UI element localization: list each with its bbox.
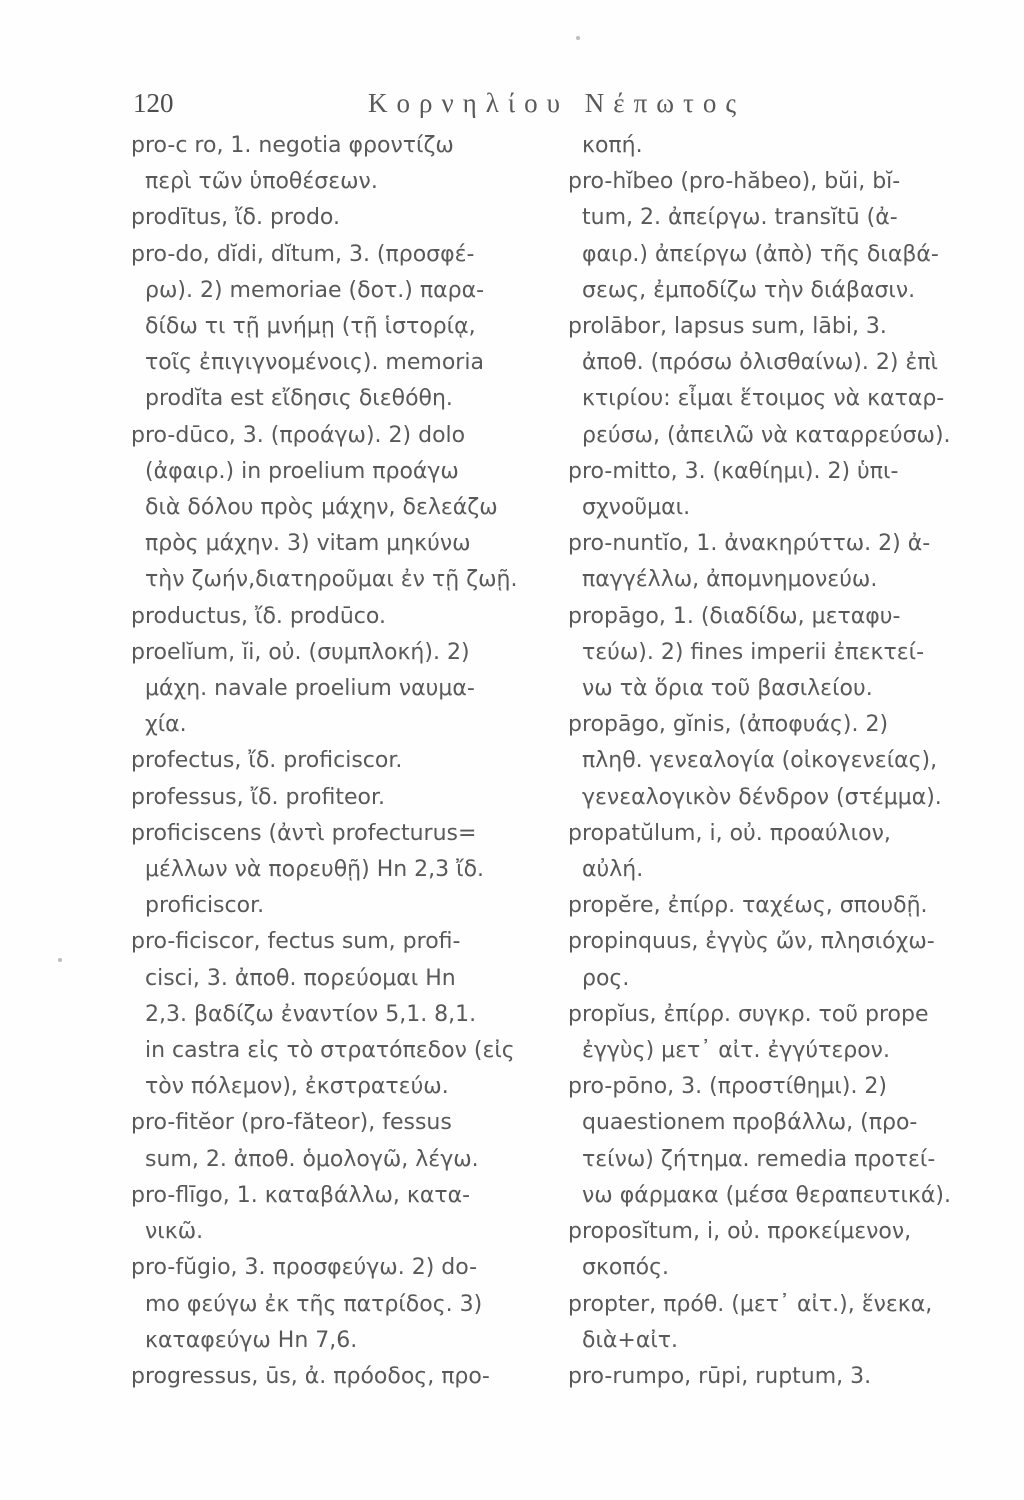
dictionary-line: pro-fŭgio, 3. προσφεύγω. 2) do- — [131, 1255, 478, 1281]
dictionary-line: νω φάρμακα (μέσα θεραπευτικά). — [582, 1182, 951, 1208]
left-column — [131, 128, 551, 1395]
running-head: Κορνηλίου Νέπωτος — [368, 88, 746, 118]
dictionary-line: pro-rumpo, rūpi, ruptum, 3. — [568, 1363, 872, 1389]
dictionary-line: prodĭta est εἴδησις διεθόθη. — [145, 386, 453, 412]
dictionary-line: τὴν ζωήν,διατηροῦμαι ἐν τῇ ζωῇ. — [145, 567, 518, 593]
dictionary-line: sum, 2. ἀποθ. ὁμολογῶ, λέγω. — [145, 1146, 479, 1172]
dictionary-line: propāgo, gĭnis, (ἀποφυάς). 2) — [568, 712, 889, 738]
dictionary-line: ρος. — [582, 965, 630, 991]
dictionary-line: παγγέλλω, ἀπομνημονεύω. — [582, 567, 878, 593]
dictionary-line: αὐλή. — [582, 857, 644, 883]
dictionary-line: γενεαλογικὸν δένδρον (στέμμα). — [582, 784, 942, 810]
dictionary-line: νω τὰ ὅρια τοῦ βασιλείου. — [582, 676, 873, 702]
dictionary-line: tum, 2. ἀπείργω. transĭtū (ἀ- — [582, 205, 898, 231]
dictionary-line: πληθ. γενεαλογία (οἰκογενείας), — [582, 748, 938, 774]
dictionary-line: propter, πρόθ. (μετ᾿ αἰτ.), ἕνεκα, — [568, 1291, 933, 1317]
dictionary-line: κοπή. — [582, 133, 643, 158]
dictionary-line: proficiscor. — [145, 893, 265, 919]
dictionary-line: τὸν πόλεμον), ἐκστρατεύω. — [145, 1074, 449, 1100]
dictionary-line: ρεύσω, (ἀπειλῶ νὰ καταρρεύσω). — [582, 422, 951, 448]
dictionary-line: professus, ἴδ. profiteor. — [131, 784, 385, 810]
dictionary-line: καταφεύγω Hn 7,6. — [145, 1327, 358, 1353]
dictionary-line: pro-flīgo, 1. καταβάλλω, κατα- — [131, 1182, 471, 1208]
dictionary-line: propāgo, 1. (διαδίδω, μεταφυ- — [568, 603, 901, 629]
dictionary-line: pro-do, dĭdi, dĭtum, 3. (προσφέ- — [131, 241, 475, 267]
dictionary-line: prolābor, lapsus sum, lābi, 3. — [568, 314, 887, 340]
dictionary-line: ἐγγὺς) μετ᾿ αἰτ. ἐγγύτερον. — [582, 1038, 890, 1064]
dictionary-line: τεύω). 2) fines imperii ἐπεκτεί- — [582, 639, 925, 665]
dictionary-line: κτιρίου: εἶμαι ἕτοιμος νὰ καταρ- — [582, 386, 945, 412]
dictionary-line: propĭus, ἐπίρρ. συγκρ. τοῦ prope — [568, 1001, 929, 1027]
dictionary-line: pro-mitto, 3. (καθίημι). 2) ὑπι- — [568, 458, 899, 484]
dictionary-line: νικῶ. — [145, 1219, 204, 1245]
dictionary-line: (ἀφαιρ.) in proelium προάγω — [145, 458, 459, 484]
dictionary-line: περὶ τῶν ὑποθέσεων. — [145, 169, 378, 195]
dictionary-line: profectus, ἴδ. proficiscor. — [131, 748, 403, 774]
dictionary-line: φαιρ.) ἀπείργω (ἀπὸ) τῆς διαβά- — [582, 241, 939, 267]
dictionary-line: quaestionem προβάλλω, (προ- — [582, 1110, 918, 1136]
dictionary-line: propatŭlum, i, οὐ. προαύλιον, — [568, 820, 891, 846]
dictionary-line: σκοπός. — [582, 1255, 669, 1281]
dictionary-line: διὰ δόλου πρὸς μάχην, δελεάζω — [145, 495, 498, 521]
dictionary-line: ρω). 2) memoriae (δοτ.) παρα- — [145, 277, 485, 303]
dictionary-line: pro-dūco, 3. (προάγω). 2) dolo — [131, 422, 466, 448]
page-number: 120 — [133, 88, 174, 118]
dictionary-line: propĕre, ἐπίρρ. ταχέως, σπουδῇ. — [568, 893, 928, 919]
dictionary-line: in castra εἰς τὸ στρατόπεδον (εἰς — [145, 1038, 515, 1064]
dictionary-line: productus, ἴδ. prodūco. — [131, 603, 386, 629]
dictionary-line: propinquus, ἐγγὺς ὤν, πλησιόχω- — [568, 929, 935, 955]
dictionary-line: proelĭum, ĭi, οὐ. (συμπλοκή). 2) — [131, 639, 470, 665]
dictionary-line: σεως, ἐμποδίζω τὴν διάβασιν. — [582, 277, 916, 303]
dictionary-line: ἀποθ. (πρόσω ὀλισθαίνω). 2) ἐπὶ — [582, 350, 938, 376]
dictionary-line: pro-nuntĭo, 1. ἀνακηρύττω. 2) ἀ- — [568, 531, 931, 557]
dictionary-line: τοῖς ἐπιγιγνομένοις). memoria — [145, 350, 484, 376]
dictionary-line: σχνοῦμαι. — [582, 495, 691, 521]
dictionary-line: proposĭtum, i, οὐ. προκείμενον, — [568, 1219, 912, 1245]
dictionary-line: τείνω) ζήτημα. remedia προτεί- — [582, 1146, 936, 1172]
dictionary-line: μέλλων νὰ πορευθῇ) Hn 2,3 ἴδ. — [145, 857, 485, 883]
dictionary-line: δίδω τι τῇ μνήμῃ (τῇ ἱστορίᾳ, — [145, 314, 476, 340]
dictionary-line: pro-pōno, 3. (προστίθημι). 2) — [568, 1074, 888, 1100]
print-speck — [576, 36, 580, 40]
dictionary-line: 2,3. βαδίζω ἐναντίον 5,1. 8,1. — [145, 1001, 477, 1027]
dictionary-line: progressus, ūs, ἀ. πρόοδος, προ- — [131, 1363, 490, 1389]
dictionary-line: pro-ficiscor, fectus sum, profi- — [131, 929, 461, 955]
print-speck — [58, 958, 62, 962]
dictionary-line: μάχη. navale proelium ναυμα- — [145, 676, 475, 702]
dictionary-line: διὰ+αἰτ. — [582, 1327, 679, 1353]
dictionary-line: proficiscens (ἀντὶ profecturus= — [131, 820, 477, 846]
dictionary-line: cisci, 3. ἀποθ. πορεύομαι Hn — [145, 965, 456, 991]
dictionary-line: pro-fitĕor (pro-făteor), fessus — [131, 1110, 452, 1136]
dictionary-line: χία. — [145, 712, 187, 738]
dictionary-line: pro-c ro, 1. negotia φροντίζω — [131, 133, 454, 158]
dictionary-line: prodītus, ἴδ. prodo. — [131, 205, 340, 231]
dictionary-line: mo φεύγω ἐκ τῆς πατρίδος. 3) — [145, 1291, 483, 1317]
dictionary-line: πρὸς μάχην. 3) vitam μηκύνω — [145, 531, 471, 557]
dictionary-line: pro-hĭbeo (pro-hăbeo), bŭi, bĭ- — [568, 169, 901, 195]
right-column — [568, 128, 988, 1395]
